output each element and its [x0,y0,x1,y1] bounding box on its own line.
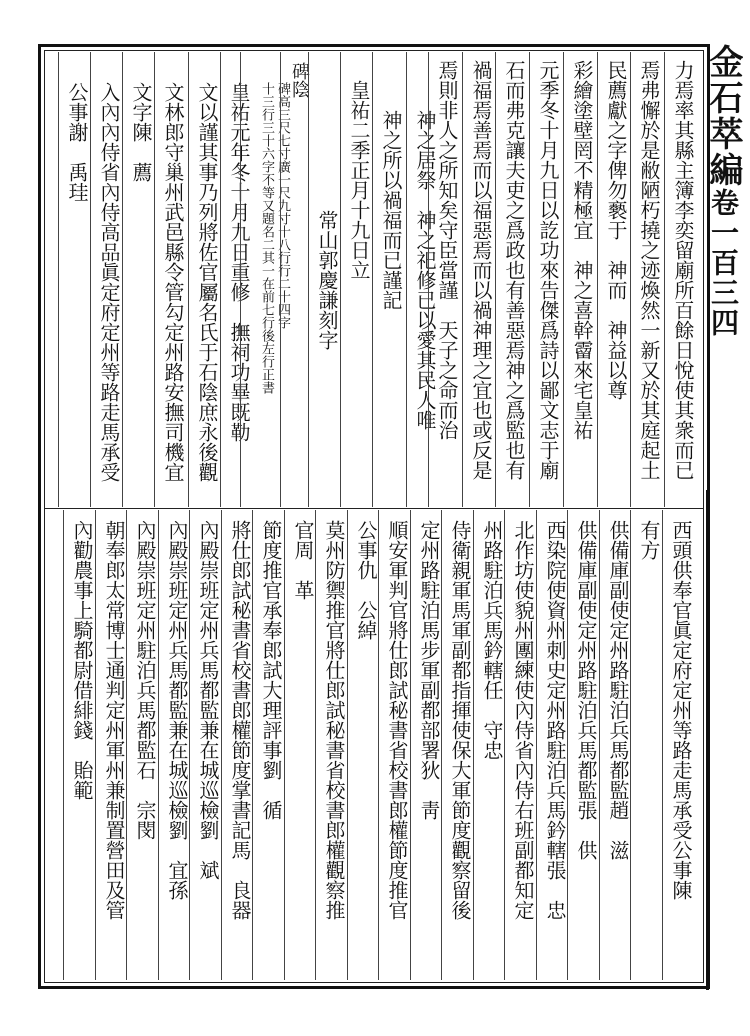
stele-note: 碑高三尺七寸廣一尺九寸十八行行二十四字 [275,82,290,329]
column-rule [630,510,631,980]
column-rule [158,510,159,980]
lower-column: 供備庫副使定州路駐泊兵馬都監趙 滋 [606,520,630,860]
column-rule [630,52,631,507]
lower-column: 內殿崇班定州兵馬都監兼在城巡檢劉 宜孫 [165,520,189,900]
column-rule [284,510,285,980]
column-rule [220,52,221,507]
upper-column: 石而弗克讓夫吏之爲政也有善惡焉神之爲監也有 [502,60,526,480]
lower-column: 莫州防禦推官將仕郎試秘書省校書郎權觀察推 [322,520,346,920]
upper-column: 神之所以禍福而已謹記 [379,110,403,310]
lower-column: 有方 [637,520,661,560]
column-rule [347,510,348,980]
lower-column: 內勸農事上騎都尉借緋錢 貽範 [70,520,94,800]
margin-title [703,44,748,464]
column-rule [428,52,429,507]
register-divider [44,508,704,509]
lower-column: 定州路駐泊馬步軍副都部署狄 靑 [417,520,441,820]
column-rule [473,510,474,980]
column-rule [58,52,59,507]
column-rule [252,510,253,980]
column-rule [536,510,537,980]
column-rule [597,52,598,507]
upper-column: 皇祐元年冬十月九日重修 撫祠功畢既勒 [227,82,251,442]
column-rule [599,510,600,980]
volume-number: 卷一百三四 [707,188,740,338]
column-rule [462,52,463,507]
upper-column: 皇祐二季正月十九日立 [347,80,371,280]
column-rule [90,52,91,507]
column-rule [122,52,123,507]
column-rule [410,510,411,980]
upper-column: 文以謹其事乃列將佐官屬名氏于石陰庶永後觀 [195,82,219,482]
column-rule [441,510,442,980]
column-rule [567,510,568,980]
column-rule [240,52,241,507]
column-rule [188,52,189,507]
upper-column: 文字陳 薦 [129,82,153,182]
lower-column: 公事仇 公綽 [354,520,378,640]
column-rule [95,510,96,980]
lower-column: 侍衛親軍馬軍副都指揮使保大軍節度觀察留後 [448,520,472,920]
column-rule [662,510,663,980]
lower-column: 朝奉郎太常博士通判定州軍州兼制置營田及管 [102,520,126,920]
stele-note: 十三行三十六字不等又題名二其一在前七行後左行正書 [259,82,274,394]
column-rule [529,52,530,507]
column-rule [378,510,379,980]
column-rule [340,52,341,507]
column-rule [664,52,665,507]
lower-column: 官周 革 [291,520,315,600]
upper-column: 公事謝 禹珪 [65,82,89,202]
book-title: 金石萃編 [703,44,743,188]
column-rule [504,510,505,980]
column-rule [221,510,222,980]
lower-column: 北作坊使貌州團練使內侍省內侍右班副都知定 [511,520,535,920]
lower-column: 供備庫副使定州路駐泊兵馬都監張 供 [574,520,598,860]
upper-column: 神之居祭 神之祀修已以愛其民人唯 [413,110,437,430]
edge-bar [706,490,709,990]
column-rule [372,52,373,507]
upper-column: 常山郭慶謙刻字 [315,210,339,350]
column-rule [315,510,316,980]
upper-column: 力焉率其縣主簿李奕留廟所百餘日悅使其衆而已 [671,60,695,480]
column-rule [154,52,155,507]
upper-column: 彩繪塗壁罔不精極宜 神之喜幹霤來宅皇祐 [570,60,594,440]
upper-column: 入內內侍省內侍高品眞定府定州等路走馬承受 [97,82,121,482]
lower-column: 順安軍判官將仕郎試秘書省校書郎權節度推官 [385,520,409,920]
column-rule [563,52,564,507]
column-rule [63,510,64,980]
lower-column: 將仕郎試秘書省校書郎權節度掌書記馬 良器 [228,520,252,920]
column-rule [406,52,407,507]
upper-column: 焉則非人之所知矣守臣當謹 天子之命而治 [435,60,459,440]
lower-column: 內殿崇班定州駐泊兵馬都監石 宗閔 [133,520,157,840]
upper-column: 禍福焉善焉而以福惡焉而以禍神理之宜也或反是 [469,60,493,480]
upper-column: 民薦獻之字俾勿褻于 神而 神益以尊 [604,60,628,400]
stele-reverse-heading: 碑陰 [289,62,310,98]
column-rule [495,52,496,507]
lower-column: 內殿崇班定州兵馬都監兼在城巡檢劉 斌 [196,520,220,880]
column-rule [189,510,190,980]
lower-column: 節度推官承奉郎試大理評事劉 循 [259,520,283,820]
upper-column: 文林郎守巢州武邑縣令管勾定州路安撫司機宜 [161,82,185,482]
column-rule [308,52,309,507]
column-rule [280,52,281,507]
column-rule [126,510,127,980]
lower-column: 州路駐泊兵馬鈐轄任 守忠 [480,520,504,760]
upper-column: 元季冬十月九日以訖功來告傑爲詩以鄙文志于廟 [536,60,560,480]
upper-column: 焉弗懈於是敝陋朽撓之迹煥然一新又於其庭起土 [637,60,661,480]
lower-column: 西頭供奉官眞定府定州等路走馬承受公事陳 [669,520,693,900]
lower-column: 西染院使資州刺史定州路駐泊兵馬鈐轄張 忠 [543,520,567,920]
